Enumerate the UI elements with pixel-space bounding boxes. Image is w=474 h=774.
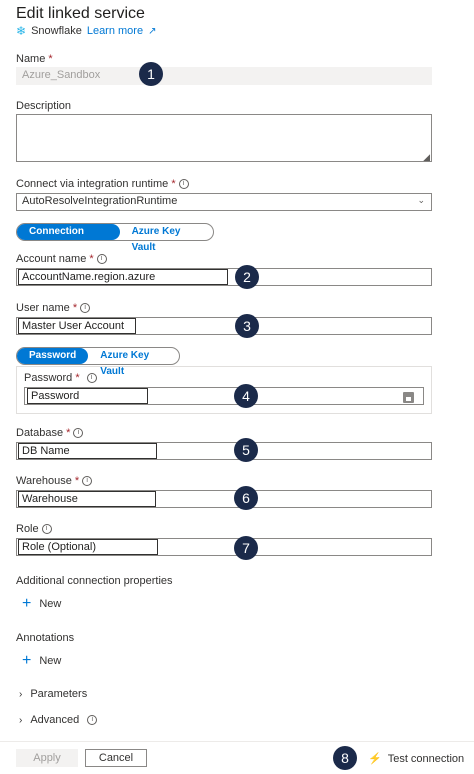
footer-divider: [0, 741, 474, 742]
additional-properties-label: Additional connection properties: [16, 575, 173, 587]
runtime-label: Connect via integration runtime * i: [16, 178, 189, 190]
test-connection-label: Test connection: [387, 752, 465, 765]
info-icon: i: [179, 179, 189, 189]
database-label: Database * i: [16, 427, 83, 439]
callout-badge-4: 4: [234, 384, 258, 408]
warehouse-value: Warehouse: [18, 491, 156, 507]
new-label: New: [39, 598, 62, 610]
callout-badge-6: 6: [234, 486, 258, 510]
panel-title: Edit linked service: [16, 5, 145, 22]
info-icon: i: [80, 303, 90, 313]
callout-badge-2: 2: [235, 265, 259, 289]
apply-button[interactable]: Apply: [16, 749, 78, 767]
parameters-expander[interactable]: [19, 688, 87, 700]
callout-badge-5: 5: [234, 438, 258, 462]
service-subtitle: [16, 24, 156, 38]
plus-icon: +: [22, 595, 32, 612]
user-label: User name * i: [16, 302, 90, 314]
toggle-connection-string[interactable]: Connection string: [17, 224, 120, 240]
info-icon: i: [97, 254, 107, 264]
service-name: Snowflake: [31, 25, 82, 37]
info-icon: i: [87, 715, 97, 725]
password-label: Password * i: [24, 372, 97, 384]
runtime-dropdown[interactable]: [16, 193, 432, 211]
callout-badge-1: 1: [139, 62, 163, 86]
password-mode-toggle[interactable]: [16, 347, 180, 377]
account-label: Account name * i: [16, 253, 107, 265]
key-vault-icon[interactable]: [403, 390, 413, 401]
info-icon: i: [82, 476, 92, 486]
connection-mode-toggle[interactable]: [16, 223, 214, 253]
chevron-down-icon: ⌄: [417, 195, 425, 205]
advanced-label: Advanced: [30, 714, 80, 726]
add-property-button[interactable]: [22, 595, 62, 612]
info-icon: i: [87, 373, 97, 383]
add-annotation-button[interactable]: [22, 652, 62, 669]
plus-icon: +: [22, 652, 32, 669]
callout-badge-7: 7: [234, 536, 258, 560]
chevron-right-icon: ›: [19, 688, 23, 700]
password-value: Password: [27, 388, 148, 404]
chevron-right-icon: ›: [19, 714, 23, 726]
info-icon: i: [73, 428, 83, 438]
advanced-expander[interactable]: [19, 714, 97, 726]
callout-badge-8: 8: [333, 746, 357, 770]
resize-handle-icon[interactable]: ◢: [423, 152, 430, 162]
runtime-value: AutoResolveIntegrationRuntime: [22, 195, 178, 207]
role-value: Role (Optional): [18, 539, 158, 555]
description-label: Description: [16, 100, 72, 112]
info-icon: i: [42, 524, 52, 534]
warehouse-label: Warehouse * i: [16, 475, 92, 487]
toggle-password[interactable]: Password: [17, 348, 88, 364]
toggle-azure-key-vault[interactable]: Azure Key Vault: [100, 350, 150, 377]
cancel-button[interactable]: Cancel: [85, 749, 147, 767]
annotations-label: Annotations: [16, 632, 75, 644]
account-value: AccountName.region.azure: [18, 269, 228, 285]
toggle-azure-key-vault[interactable]: Azure Key Vault: [131, 226, 181, 253]
new-label: New: [39, 655, 62, 667]
callout-badge-3: 3: [235, 314, 259, 338]
role-label: Role i: [16, 523, 52, 535]
database-value: DB Name: [18, 443, 157, 459]
description-textarea[interactable]: [16, 114, 432, 162]
parameters-label: Parameters: [30, 688, 88, 700]
snowflake-icon: ❄: [16, 24, 27, 38]
learn-more-link[interactable]: Learn more: [86, 25, 144, 37]
name-input[interactable]: Azure_Sandbox: [16, 67, 432, 85]
plug-icon: ⚡: [368, 753, 382, 765]
test-connection-button[interactable]: [368, 752, 464, 765]
external-link-icon[interactable]: ↗: [148, 25, 157, 37]
name-label: Name *: [16, 53, 53, 65]
user-value: Master User Account: [18, 318, 136, 334]
